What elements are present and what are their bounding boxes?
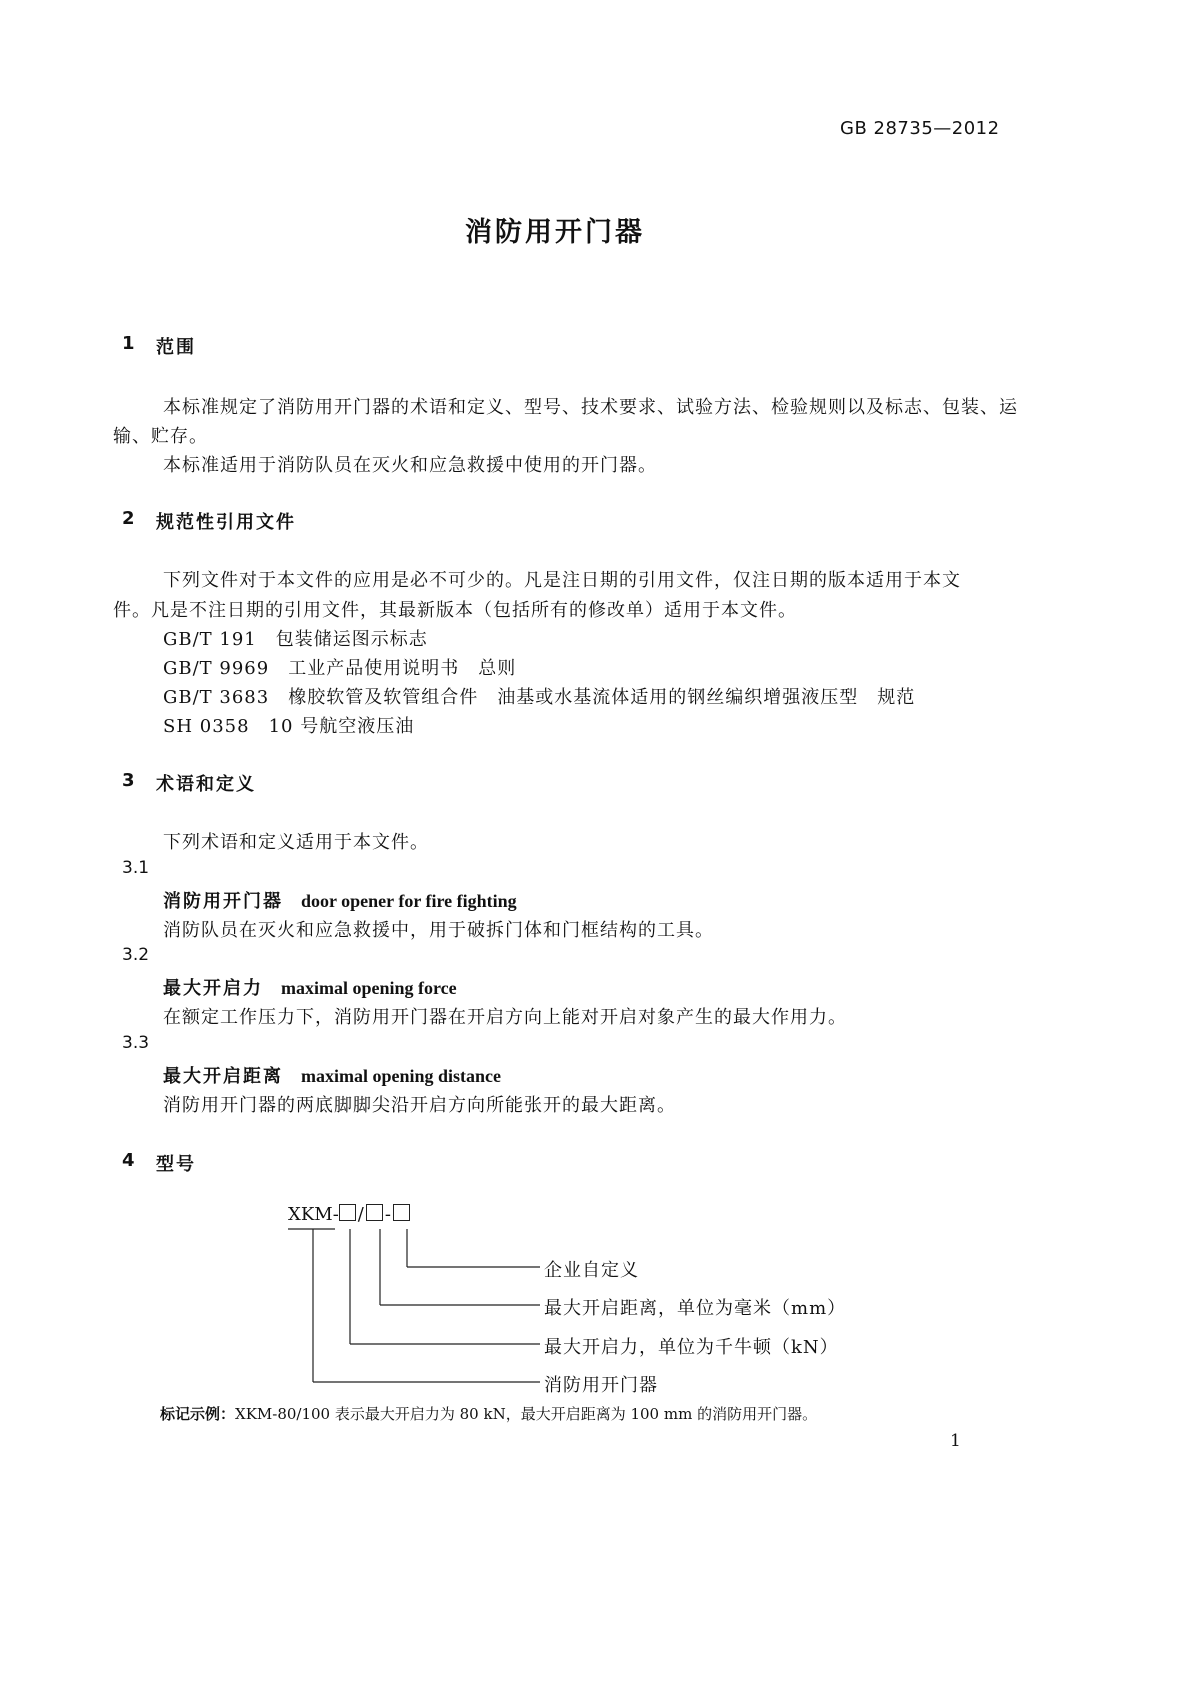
diagram-label: 最大开启距离，单位为毫米（mm） [544,1298,847,1319]
reference-code: GB/T 3683 [163,687,270,708]
term-definition: 消防用开门器的两底脚脚尖沿开启方向所能张开的最大距离。 [163,1095,676,1116]
reference-title: 橡胶软管及软管组合件 油基或水基流体适用的钢丝编织增强液压型 规范 [288,687,916,708]
section-1-number: 1 [122,333,135,354]
section-1-paragraph-1-cont: 输、贮存。 [113,426,208,447]
term-zh: 最大开启距离 [163,1066,283,1087]
example-text: XKM-80/100 表示最大开启力为 80 kN，最大开启距离为 100 mm 的消防用开门器。 [235,1405,818,1423]
model-separator: - [384,1204,391,1225]
model-prefix: XKM- [288,1204,339,1225]
model-separator: / [357,1204,364,1225]
reference-code: GB/T 191 [163,629,257,650]
term-number: 3.1 [122,858,150,878]
term-definition: 消防队员在灭火和应急救援中，用于破拆门体和门框结构的工具。 [163,920,714,941]
reference-title: 工业产品使用说明书 总则 [288,658,517,679]
term-number: 3.2 [122,945,150,965]
marking-example [160,1403,817,1424]
section-2-heading: 规范性引用文件 [156,512,296,533]
term-definition: 在额定工作压力下，消防用开门器在开启方向上能对开启对象产生的最大作用力。 [163,1007,847,1028]
term-number: 3.3 [122,1033,150,1053]
section-4-number: 4 [122,1150,135,1171]
section-2-paragraph: 下列文件对于本文件的应用是必不可少的。凡是注日期的引用文件，仅注日期的版本适用于本文 [163,570,961,591]
term-zh: 消防用开门器 [163,891,283,912]
section-2-number: 2 [122,508,135,529]
section-3-heading: 术语和定义 [156,774,256,795]
example-label: 标记示例： [160,1405,236,1423]
reference-title: 10 号航空液压油 [268,716,415,737]
section-1-paragraph-2: 本标准适用于消防队员在灭火和应急救援中使用的开门器。 [163,455,657,476]
reference-code: GB/T 9969 [163,658,270,679]
section-4-heading: 型号 [156,1154,196,1175]
document-title: 消防用开门器 [465,217,645,248]
standard-number: GB 28735—2012 [840,118,1000,139]
diagram-label: 企业自定义 [544,1260,639,1281]
term-en: maximal opening force [281,978,457,998]
term-zh: 最大开启力 [163,978,263,999]
reference-title: 包装储运图示标志 [275,629,428,650]
diagram-label: 消防用开门器 [544,1375,658,1396]
section-2-paragraph-cont: 件。凡是不注日期的引用文件，其最新版本（包括所有的修改单）适用于本文件。 [113,600,797,621]
section-3-number: 3 [122,770,135,791]
diagram-label: 最大开启力，单位为千牛顿（kN） [544,1337,839,1358]
page-number: 1 [950,1431,961,1451]
section-1-heading: 范围 [156,337,196,358]
term-en: maximal opening distance [301,1066,502,1086]
term-en: door opener for fire fighting [301,891,517,911]
section-1-paragraph-1: 本标准规定了消防用开门器的术语和定义、型号、技术要求、试验方法、检验规则以及标志、包装、运 [163,397,1018,418]
reference-code: SH 0358 [163,716,250,737]
section-3-intro: 下列术语和定义适用于本文件。 [163,832,429,853]
